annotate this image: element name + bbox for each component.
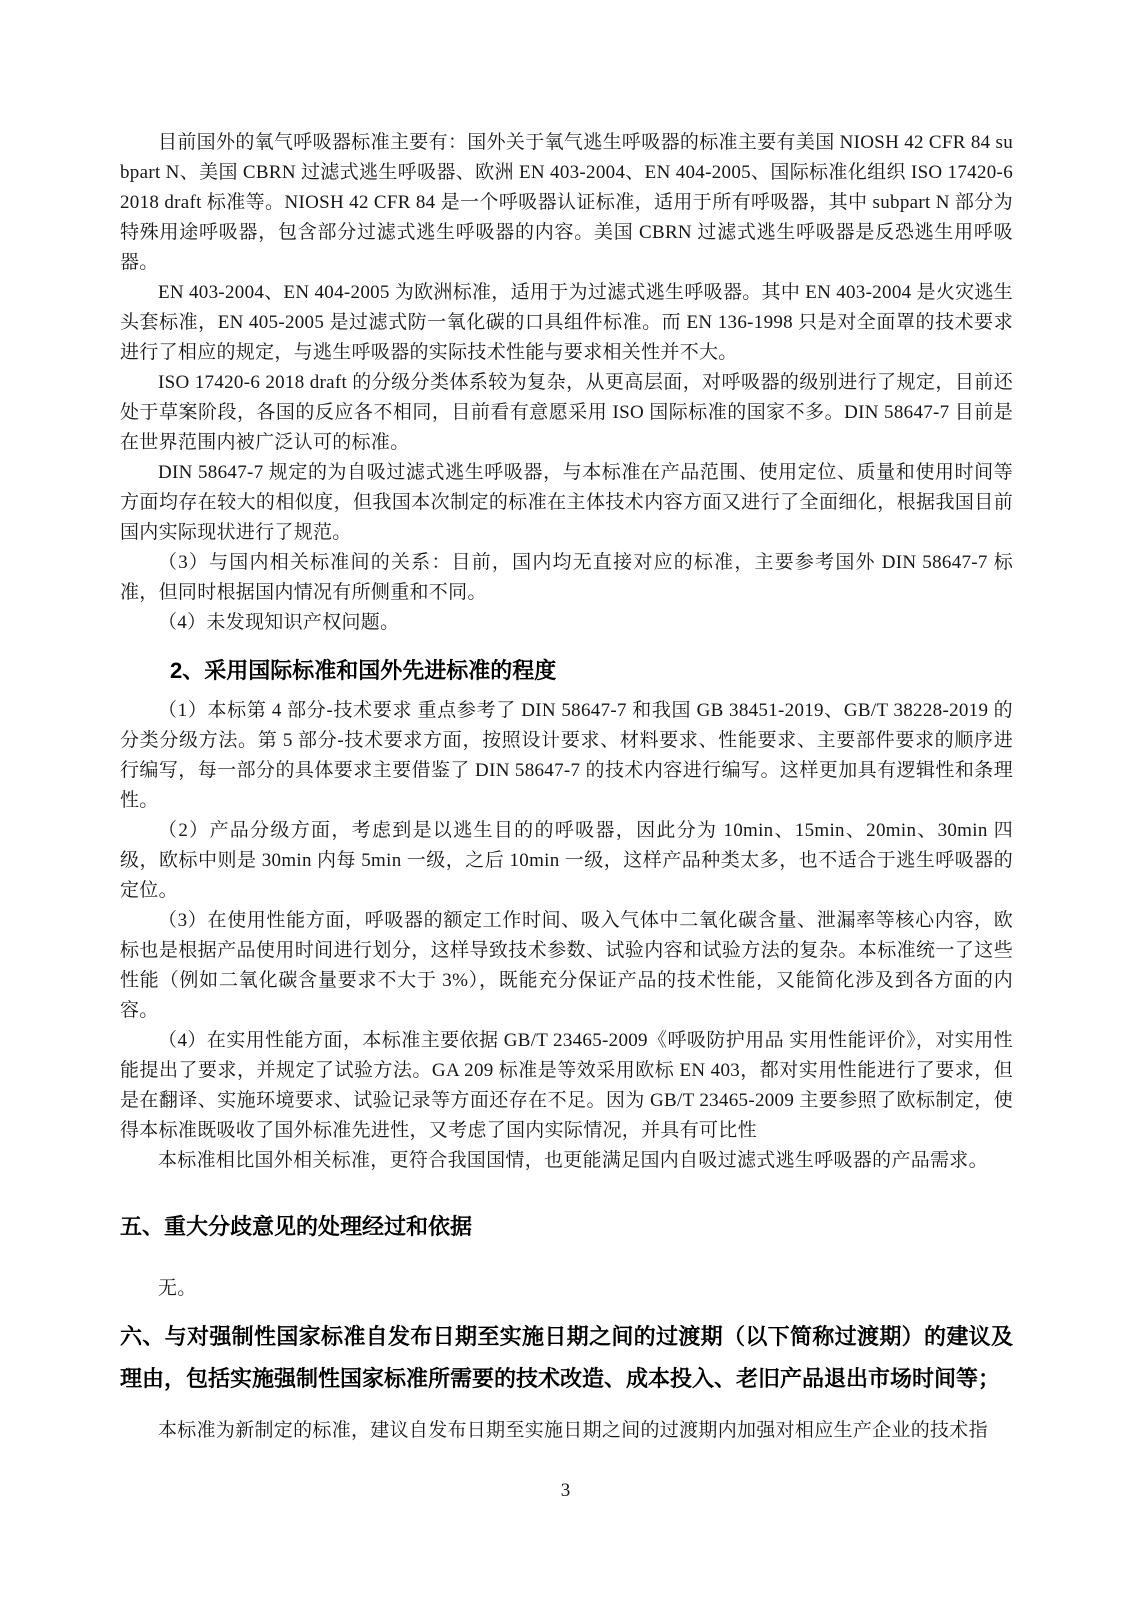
paragraph: （3）与国内相关标准间的关系：目前，国内均无直接对应的标准，主要参考国外 DIN 58647-7 标准，但同时根据国内情况有所侧重和不同。 xyxy=(120,552,1013,603)
paragraph: （4）在实用性能方面，本标准主要依据 GB/T 23465-2009《呼吸防护用品 实用性能评价》，对实用性能提出了要求，并规定了试验方法。GA 209 标准是等效采用欧标 EN 403，都对实用性能进行了要求，但是在翻译、实施环境要求、试验记录等方面还存在不足。因为 GB/T 23465-2009 主要参照了欧标制定，使得本标准既吸收了国外标准先进性，又考虑了国内实际情况，并具有可比性 xyxy=(120,1030,1013,1141)
paragraph: DIN 58647-7 规定的为自吸过滤式逃生呼吸器，与本标准在产品范围、使用定位、质量和使用时间等方面均存在较大的相似度，但我国本次制定的标准在主体技术内容方面又进行了全面细化，根据我国目前国内实际现状进行了规范。 xyxy=(120,462,1013,543)
paragraph: （2）产品分级方面，考虑到是以逃生目的的呼吸器，因此分为 10min、15min、20min、30min 四级，欧标中则是 30min 内每 5min 一级，之后 10min 一级，这样产品种类太多，也不适合于逃生呼吸器的定位。 xyxy=(120,820,1013,901)
paragraph: 本标准相比国外相关标准，更符合我国国情，也更能满足国内自吸过滤式逃生呼吸器的产品需求。 xyxy=(158,1150,988,1171)
paragraph: 目前国外的氧气呼吸器标准主要有：国外关于氧气逃生呼吸器的标准主要有美国 NIOSH 42 CFR 84 subpart N、美国 CBRN 过滤式逃生呼吸器、欧洲 EN 403-2004、EN 404-2005、国际标准化组织 ISO 17420-6 2018 draft 标准等。NIOSH 42 CFR 84 是一个呼吸器认证标准，适用于所有呼吸器，其中 subpart N 部分为特殊用途呼吸器，包含部分过滤式逃生呼吸器的内容。美国 CBRN 过滤式逃生呼吸器是反恐逃生用呼吸器。 xyxy=(120,132,1013,273)
section-heading-transition-period: 六、与对强制性国家标准自发布日期至实施日期之间的过渡期（以下简称过渡期）的建议及理由，包括实施强制性国家标准所需要的技术改造、成本投入、老旧产品退出市场时间等； xyxy=(120,1324,1013,1391)
paragraph: （1）本标第 4 部分-技术要求 重点参考了 DIN 58647-7 和我国 GB 38451-2019、GB/T 38228-2019 的分类分级方法。第 5 部分-技术要求方面，按照设计要求、材料要求、性能要求、主要部件要求的顺序进行编写，每一部分的具体要求主要借鉴了 DIN 58647-7 的技术内容进行编写。这样更加具有逻辑性和条理性。 xyxy=(120,700,1013,811)
section-heading-adoption-of-international-standards: 2、采用国际标准和国外先进标准的程度 xyxy=(170,658,557,683)
paragraph: 本标准为新制定的标准，建议自发布日期至实施日期之间的过渡期内加强对相应生产企业的技术指 xyxy=(158,1420,988,1441)
paragraph: （3）在使用性能方面，呼吸器的额定工作时间、吸入气体中二氧化碳含量、泄漏率等核心内容，欧标也是根据产品使用时间进行划分，这样导致技术参数、试验内容和试验方法的复杂。本标准统一了这些性能（例如二氧化碳含量要求不大于 3%），既能充分保证产品的技术性能，又能简化涉及到各方面的内容。 xyxy=(120,910,1013,1021)
paragraph: EN 403-2004、EN 404-2005 为欧洲标准，适用于为过滤式逃生呼吸器。其中 EN 403-2004 是火灾逃生头套标准，EN 405-2005 是过滤式防一氧化碳的口具组件标准。而 EN 136-1998 只是对全面罩的技术要求进行了相应的规定，与逃生呼吸器的实际技术性能与要求相关性并不大。 xyxy=(120,282,1013,363)
paragraph: ISO 17420-6 2018 draft 的分级分类体系较为复杂，从更高层面，对呼吸器的级别进行了规定，目前还处于草案阶段，各国的反应各不相同，目前看有意愿采用 ISO 国际标准的国家不多。DIN 58647-7 目前是在世界范围内被广泛认可的标准。 xyxy=(120,372,1013,453)
section-heading-major-disagreements: 五、重大分歧意见的处理经过和依据 xyxy=(120,1214,473,1239)
page-number: 3 xyxy=(560,1480,571,1501)
document-body xyxy=(120,128,1013,1446)
paragraph: （4）未发现知识产权问题。 xyxy=(158,612,400,633)
paragraph: 无。 xyxy=(158,1278,197,1299)
